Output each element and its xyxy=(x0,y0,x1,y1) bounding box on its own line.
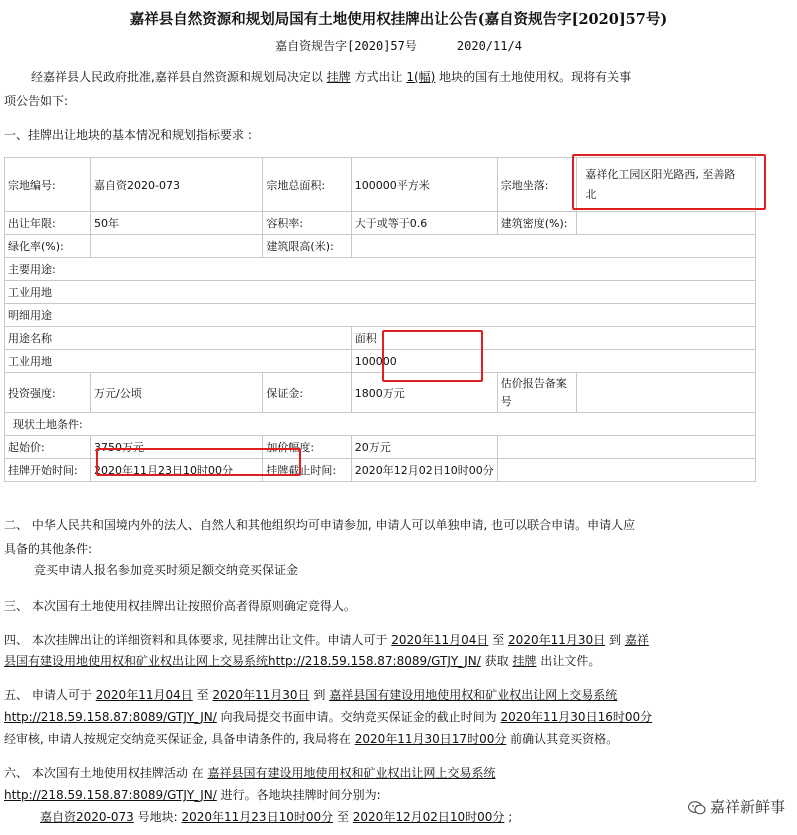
table-row: 投资强度: 万元/公顷 保证金: 1800万元 估价报告备案 号 xyxy=(5,373,756,413)
table-row: 主要用途: xyxy=(5,258,756,281)
table-row: 用途名称 面积 xyxy=(5,327,756,350)
trade-system-link[interactable]: 嘉祥县国有建设用地使用权和矿业权出让网上交易系统 xyxy=(329,688,618,702)
section-2-condition: 竞买申请人报名参加竞买时须足额交纳竞买保证金 xyxy=(34,563,299,577)
doc-subtitle xyxy=(0,37,797,54)
trade-system-link[interactable]: 县国有建设用地使用权和矿业权出让网上交易系统http://218.59.158.87:8089/GTJY_JN/ xyxy=(4,654,481,668)
table-row: 工业用地 xyxy=(5,281,756,304)
table-row: 现状土地条件: xyxy=(5,413,756,436)
section-5-line-1: 五、 申请人可于 2020年11月04日 至 2020年11月30日 到 嘉祥县国有建设用地使用权和矿业权出让网上交易系统 xyxy=(4,688,618,702)
page-title: 嘉祥县自然资源和规划局国有土地使用权挂牌出让公告(嘉自资规告字[2020]57号) xyxy=(129,11,668,28)
intro-count: 1(幅) xyxy=(406,70,436,84)
doc-date: 2020/11/4 xyxy=(456,39,522,53)
highlight-area xyxy=(382,330,483,382)
wechat-icon xyxy=(688,801,706,815)
section-6-line-1: 六、 本次国有土地使用权挂牌活动 在 嘉祥县国有建设用地使用权和矿业权出让网上交易系统 xyxy=(4,766,496,780)
doc-number: 嘉自资规告字[2020]57号 xyxy=(275,39,417,53)
start-price: 3750万元 xyxy=(91,436,263,459)
table-row: 明细用途 xyxy=(5,304,756,327)
table-row: 宗地编号: 嘉自资2020-073 宗地总面积: 100000平方米 宗地坐落: 嘉祥化工园区阳光路西, 至善路 北 xyxy=(5,158,756,212)
section-4-line-2: 县国有建设用地使用权和矿业权出让网上交易系统http://218.59.158.87:8089/GTJY_JN/ 获取 挂牌 出让文件。 xyxy=(4,654,601,668)
intro-line-1: 经嘉祥县人民政府批准,嘉祥县自然资源和规划局决定以 挂牌 方式出让 1(幅) 地块的国有土地使用权。现将有关事 xyxy=(31,70,632,84)
section-5-line-2: http://218.59.158.87:8089/GTJY_JN/ 向我局提交书面申请。交纳竞买保证金的截止时间为 2020年11月30日16时00分 xyxy=(4,710,653,724)
section-6-line-2: http://218.59.158.87:8089/GTJY_JN/ 进行。各地块挂牌时间分别为: xyxy=(4,788,381,802)
section-1-heading: 一、挂牌出让地块的基本情况和规划指标要求 : xyxy=(4,128,252,142)
table-row: 出让年限: 50年 容积率: 大于或等于0.6 建筑密度(%): xyxy=(5,212,756,235)
trade-system-url[interactable]: http://218.59.158.87:8089/GTJY_JN/ xyxy=(4,710,217,724)
table-row: 起始价: 3750万元 加价幅度: 20万元 xyxy=(5,436,756,459)
section-3: 三、 本次国有土地使用权挂牌出让按照价高者得原则确定竞得人。 xyxy=(4,599,356,613)
intro-line-2: 项公告如下: xyxy=(4,94,69,108)
trade-system-url[interactable]: http://218.59.158.87:8089/GTJY_JN/ xyxy=(4,788,217,802)
section-5-line-3: 经审核, 申请人按规定交纳竞买保证金, 具备申请条件的, 我局将在 2020年11月30日17时00分 前确认其竞买资格。 xyxy=(4,732,619,746)
intro-method: 挂牌 xyxy=(326,70,351,84)
table-row: 工业用地 100000 xyxy=(5,350,756,373)
table-row: 绿化率(%): 建筑限高(米): xyxy=(5,235,756,258)
highlight-location xyxy=(572,154,766,210)
highlight-start-price xyxy=(96,448,301,476)
table-row: 挂牌开始时间: 2020年11月23日10时00分 挂牌截止时间: 2020年12月02日10时00分 xyxy=(5,459,756,482)
section-6-line-3: 嘉自资2020-073 号地块: 2020年11月23日10时00分 至 2020年12月02日10时00分 ; xyxy=(40,810,513,824)
section-4-line-1: 四、 本次挂牌出让的详细资料和具体要求, 见挂牌出让文件。申请人可于 2020年11月04日 至 2020年11月30日 到 嘉祥 xyxy=(4,633,649,647)
location-cell: 嘉祥化工园区阳光路西, 至善路 北 xyxy=(577,158,756,212)
trade-system-link[interactable]: 嘉祥县国有建设用地使用权和矿业权出让网上交易系统 xyxy=(207,766,496,780)
section-2-line-2: 具备的其他条件: xyxy=(4,542,93,556)
section-2-line-1: 二、 中华人民共和国境内外的法人、自然人和其他组织均可申请参加, 申请人可以单独申请, 也可以联合申请。申请人应 xyxy=(4,518,636,532)
watermark: 嘉祥新鲜事 xyxy=(688,796,785,817)
